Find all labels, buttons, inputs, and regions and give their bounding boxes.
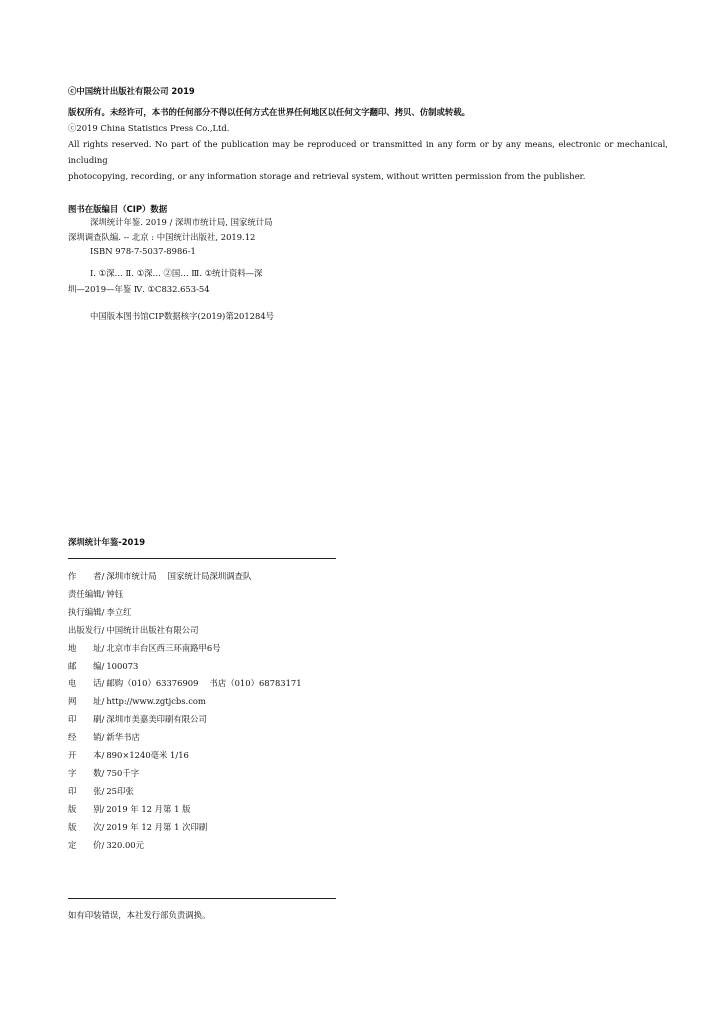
copyright-rights-cn: 版权所有。未经许可，本书的任何部分不得以任何方式在世界任何地区以任何文字翻印、拷贝、仿制或转载。 — [68, 107, 470, 117]
info-label: 地 址 — [68, 642, 102, 653]
info-label: 印 张 — [68, 785, 102, 796]
info-separator: / — [101, 732, 105, 743]
misprint-notice: 如有印装错误，本社发行部负责调换。 — [68, 910, 211, 920]
info-separator: / — [101, 714, 105, 725]
book-info-row — [68, 607, 131, 618]
book-title: 深圳统计年鉴-2019 — [68, 537, 146, 547]
cip-isbn: ISBN 978-7-5037-8986-1 — [90, 246, 196, 256]
book-info-row — [68, 661, 138, 672]
book-info-row — [68, 625, 198, 636]
info-label: 出版发行 — [68, 624, 102, 635]
info-label: 印 刷 — [68, 714, 102, 725]
info-value: 890×1240毫米 1/16 — [106, 750, 189, 760]
book-info-row — [68, 696, 206, 707]
cip-heading: 图书在版编目（CIP）数据 — [68, 204, 168, 214]
info-value: 深圳市统计局 国家统计局深圳调查队 — [106, 571, 252, 581]
rights-en-line-1: All rights reserved. No part of the publication may be reproduced or transmitted in any form or by any means, electronic or mechanical, including — [68, 139, 668, 165]
book-info-row — [68, 732, 140, 743]
copyright-owner-en: ⓒ2019 China Statistics Press Co.,Ltd. — [68, 123, 230, 133]
info-separator: / — [101, 821, 105, 832]
info-separator: / — [101, 678, 105, 689]
book-info-row — [68, 822, 207, 833]
cip-line-4: Ⅰ. ①深… Ⅱ. ①深… ②国… Ⅲ. ①统计资料—深 — [90, 268, 263, 278]
info-separator: / — [101, 606, 105, 617]
book-info-row — [68, 750, 189, 761]
info-label: 经 销 — [68, 732, 102, 743]
info-separator: / — [101, 785, 105, 796]
info-value: 钟钰 — [106, 588, 124, 599]
info-label: 开 本 — [68, 750, 102, 760]
info-value: 李立红 — [106, 606, 132, 617]
info-label: 定 价 — [68, 839, 102, 850]
info-value: 100073 — [106, 660, 139, 671]
info-value: 750千字 — [106, 767, 140, 778]
info-value: 2019 年 12 月第 1 次印刷 — [106, 821, 208, 832]
info-label: 版 次 — [68, 821, 102, 832]
info-separator: / — [101, 624, 105, 635]
info-separator: / — [101, 803, 105, 814]
copyright-owner: ⓒ中国统计出版社有限公司 2019 — [68, 86, 195, 96]
info-value: 邮购（010）63376909 书店（010）68783171 — [106, 678, 302, 689]
cip-line-2: 深圳调查队编. -- 北京 : 中国统计出版社, 2019.12 — [68, 232, 256, 242]
cip-line-1: 深圳统计年鉴. 2019 / 深圳市统计局, 国家统计局 — [90, 217, 273, 227]
info-value: 深圳市美嘉美印刷有限公司 — [106, 714, 207, 725]
info-label: 邮 编 — [68, 660, 102, 671]
info-value: 25印张 — [106, 785, 134, 796]
info-separator: / — [101, 750, 105, 760]
info-value: 新华书店 — [106, 732, 140, 743]
top-divider — [68, 558, 336, 559]
info-label: 作 者 — [68, 571, 102, 581]
book-info-row — [68, 714, 207, 725]
bottom-divider — [68, 898, 336, 899]
rights-en-line-2: photocopying, recording, or any information storage and retrieval system, without written permission from the publisher. — [68, 171, 586, 181]
info-separator: / — [101, 571, 105, 581]
book-info-row — [68, 678, 302, 689]
book-info-row — [68, 840, 144, 851]
book-info-row — [68, 571, 251, 582]
copyright-rights-en — [68, 136, 668, 184]
info-label: 网 址 — [68, 696, 102, 707]
info-value: 320.00元 — [106, 839, 145, 850]
info-value: 中国统计出版社有限公司 — [106, 624, 199, 635]
info-separator: / — [101, 642, 105, 653]
info-value: 北京市丰台区西三环南路甲6号 — [106, 642, 221, 653]
book-info-row — [68, 643, 221, 654]
info-separator: / — [101, 839, 105, 850]
info-label: 电 话 — [68, 678, 102, 689]
info-separator: / — [101, 767, 105, 778]
book-info-row — [68, 804, 190, 815]
cip-record-number: 中国版本图书馆CIP数据核字(2019)第201284号 — [90, 311, 275, 321]
book-info-row — [68, 786, 134, 797]
cip-line-5: 圳—2019—年鉴 Ⅳ. ①C832.653-54 — [68, 284, 210, 294]
info-value: http://www.zgtjcbs.com — [106, 696, 206, 707]
info-value: 2019 年 12 月第 1 版 — [106, 803, 191, 814]
book-info-row — [68, 589, 123, 600]
info-label: 版 别 — [68, 803, 102, 814]
info-label: 执行编辑 — [68, 606, 102, 617]
info-separator: / — [101, 588, 105, 599]
book-info-row — [68, 768, 139, 779]
info-separator: / — [101, 660, 105, 671]
info-label: 责任编辑 — [68, 588, 102, 599]
info-separator: / — [101, 696, 105, 707]
info-label: 字 数 — [68, 767, 102, 778]
